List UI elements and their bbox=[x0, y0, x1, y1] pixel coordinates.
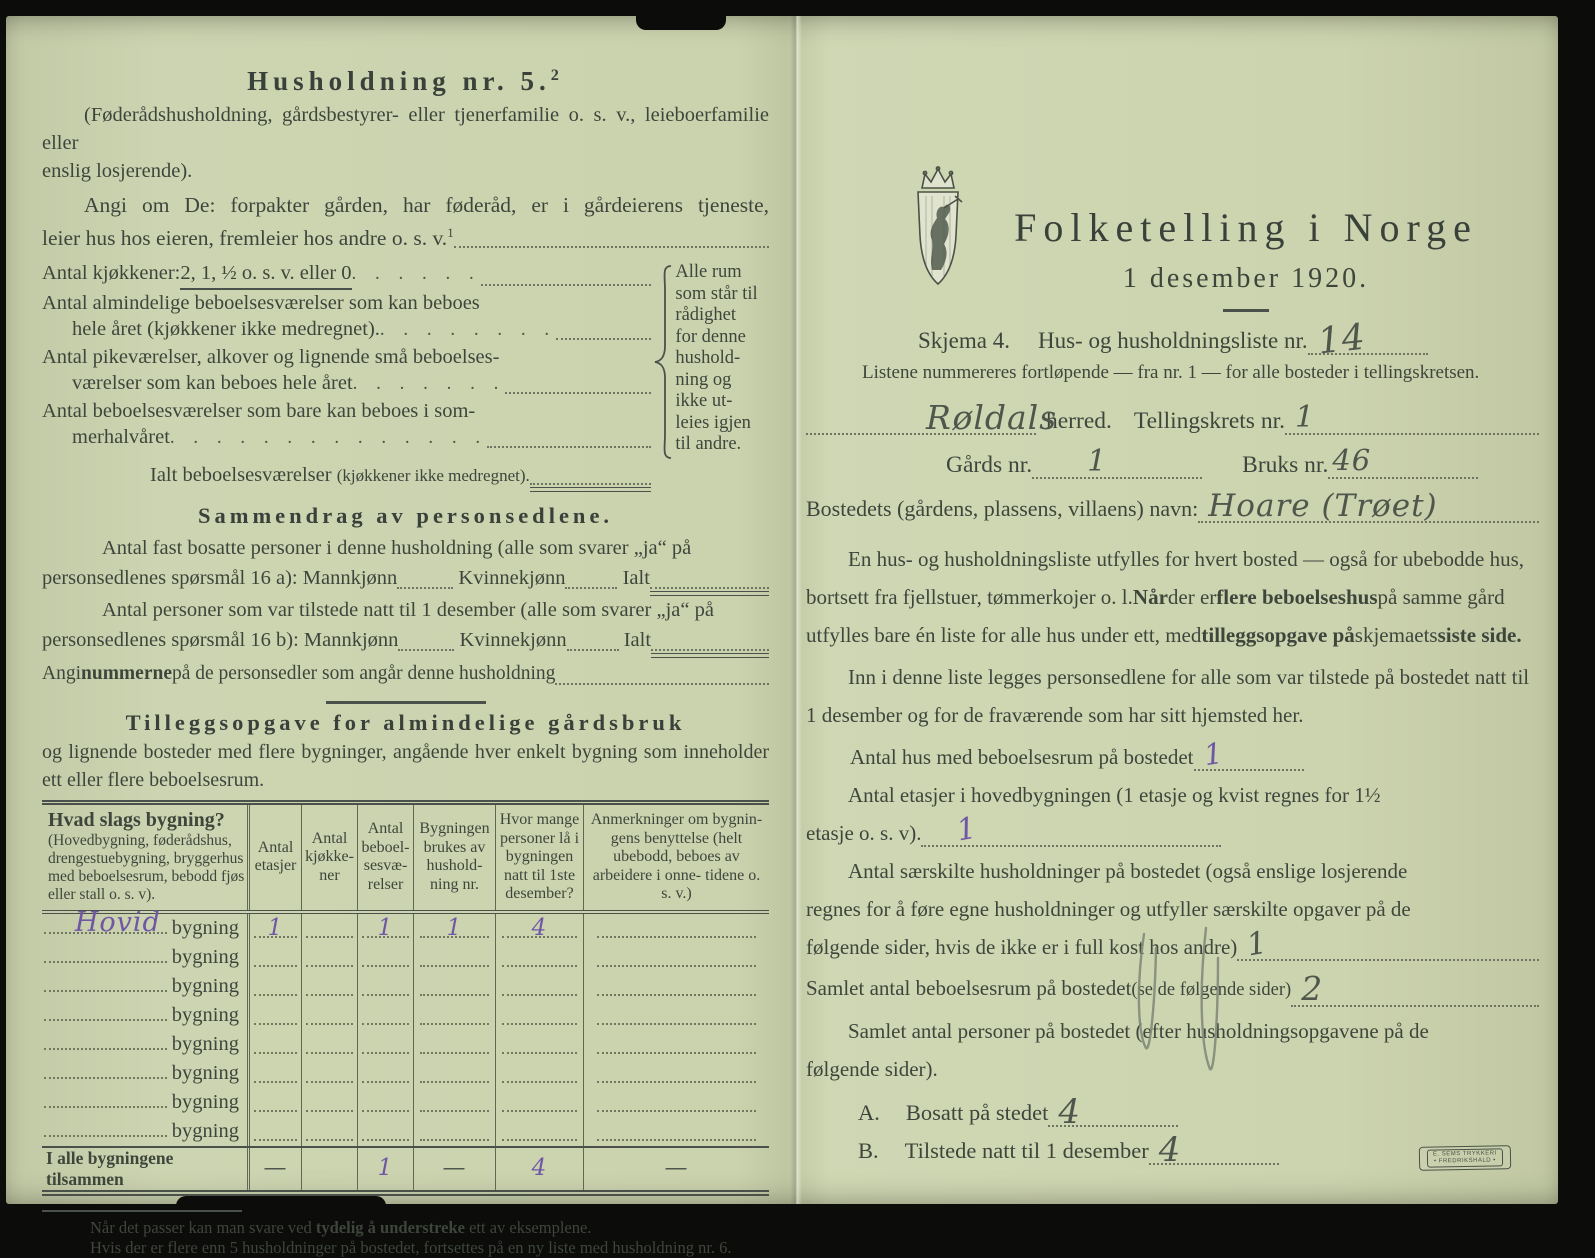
gaards-slot bbox=[1032, 444, 1202, 479]
blank-line bbox=[454, 244, 769, 248]
right-page bbox=[806, 156, 1539, 1170]
side-note-line: leies igjen bbox=[675, 412, 751, 433]
right-header bbox=[806, 156, 1539, 306]
summary-section-title: Sammendrag av personsedlene. bbox=[197, 503, 614, 529]
footnote-rule bbox=[42, 1210, 242, 1212]
cell-value: 4 bbox=[531, 915, 548, 942]
total-value: 4 bbox=[531, 1155, 548, 1182]
side-note-line: som står til bbox=[675, 283, 758, 304]
handwritten-building-name: Hovid bbox=[74, 907, 161, 939]
q4-label: merhalvåret bbox=[72, 426, 170, 449]
table-row: bygning bbox=[42, 972, 769, 1001]
item-a-label: A. bbox=[858, 1100, 880, 1125]
handwritten-bruks-nr: 46 bbox=[1332, 443, 1372, 477]
question-total-rooms bbox=[42, 462, 651, 490]
floors-slot bbox=[921, 810, 1221, 849]
p1-line1: En hus- og husholdningsliste utfylles for hvert bosted — også for ubebodde hus, bbox=[848, 547, 1524, 571]
blank-line bbox=[481, 282, 652, 286]
blank-line bbox=[505, 390, 651, 394]
houses-count-line bbox=[806, 735, 1539, 776]
handwritten-list-number: 14 bbox=[1315, 316, 1368, 363]
blank-line-double-rule bbox=[530, 481, 652, 485]
table-total-row: I alle bygningene tilsammen — 1 — 4 — bbox=[42, 1146, 769, 1190]
label-ialt: Ialt bbox=[623, 629, 652, 652]
herred-line bbox=[806, 398, 1539, 440]
title-divider bbox=[1223, 309, 1269, 312]
q2-label: hele året (kjøkkener ikke medregnet). bbox=[72, 318, 380, 341]
total-value: — bbox=[664, 1155, 689, 1182]
col-remarks: Anmerkninger om bygnin- gens benyttelse (helt ubebodd, beboes av arbeidere i onne- tidene o. s. v.) bbox=[590, 811, 763, 903]
dot-leader: . . . . . . bbox=[351, 263, 481, 285]
total-value: — bbox=[442, 1155, 467, 1182]
blank-line-double-rule bbox=[650, 585, 769, 589]
herred-label: herred. bbox=[1046, 408, 1112, 434]
blank-line bbox=[556, 336, 651, 340]
total-value: 1 bbox=[377, 1155, 394, 1182]
intro-line-1: Angi om De: forpakter gården, har føderåd, er i gårdeierens tjeneste, bbox=[84, 193, 769, 217]
scan-edge-notch bbox=[636, 16, 726, 30]
table-row: bygning bbox=[42, 1030, 769, 1059]
supplement-section-title: Tilleggsopgave for almindelige gårdsbruk bbox=[125, 709, 686, 735]
q1-underlined: 2, 1, ½ o. s. v. eller 0 bbox=[180, 260, 351, 290]
schema-line bbox=[806, 316, 1539, 363]
side-note-line: hushold- bbox=[675, 348, 741, 369]
page-title bbox=[42, 66, 769, 97]
census-date: 1 desember 1920. bbox=[1122, 263, 1370, 294]
label-mannkjonn: personsedlenes spørsmål 16 b): Mannkjønn bbox=[42, 629, 399, 652]
blank-line bbox=[397, 585, 453, 589]
side-note-line: ikke ut- bbox=[675, 391, 733, 412]
q1-label: Antal kjøkkener: bbox=[42, 262, 181, 285]
p2-line2: 1 desember og for de fraværende som har sitt hjemsted her. bbox=[806, 703, 1304, 727]
tilstede-slot bbox=[1149, 1130, 1279, 1170]
bruks-label: Bruks nr. bbox=[1242, 452, 1329, 478]
item-b-label: B. bbox=[858, 1138, 879, 1163]
krets-slot bbox=[1285, 400, 1539, 435]
rooms-total-line bbox=[806, 966, 1539, 1012]
households-label-3: følgende sider, hvis de ikke er i full kost hos andre) bbox=[806, 935, 1238, 959]
footnote-marker-1: 1 bbox=[447, 226, 454, 240]
handwritten-tilstede: 4 bbox=[1158, 1130, 1182, 1170]
krets-label: Tellingskrets nr. bbox=[1133, 408, 1285, 434]
handwritten-herred: Røldals bbox=[926, 398, 1058, 437]
blank-line bbox=[487, 444, 651, 448]
gaard-bruk-line bbox=[806, 443, 1539, 484]
cell-value: 1 bbox=[377, 915, 394, 942]
handwritten-floors: 1 bbox=[954, 810, 981, 849]
p1-line3: utfylles bare én liste for alle hus under ett, med tilleggsopgave på skjemaets siste side. bbox=[806, 623, 1522, 647]
question-maidrooms-l1: Antal pikeværelser, alkover og lignende små beboelses- bbox=[42, 345, 500, 368]
blank-line bbox=[567, 647, 619, 651]
table-row: bygning bbox=[42, 1117, 769, 1146]
side-note-line: ning og bbox=[675, 369, 732, 390]
blank-line bbox=[565, 585, 617, 589]
col-persons: Hvor mange personer lå i bygningen natt til 1ste desember? bbox=[496, 805, 584, 911]
blank-line-double-rule bbox=[651, 647, 769, 651]
question-maidrooms-l2 bbox=[42, 370, 651, 398]
section-divider bbox=[326, 701, 486, 704]
herred-slot bbox=[806, 398, 1058, 437]
rooms-questions bbox=[42, 260, 651, 489]
cell-value: 1 bbox=[267, 915, 284, 942]
persons-line1: Samlet antal personer på bostedet (efter husholdningsopgavene på de bbox=[848, 1019, 1429, 1043]
subtitle-line-2: enslig losjerende). bbox=[42, 160, 193, 182]
intro-text: leier hus hos eieren, fremleier hos andre o. s. v.$^1$ bbox=[42, 226, 454, 251]
label-ialt: Ialt bbox=[622, 567, 650, 590]
table-row: bygning bbox=[42, 1001, 769, 1030]
table-header-row bbox=[42, 805, 769, 915]
footnote-1: Når det passer kan man svare ved tydelig å understreke ett av eksemplene. bbox=[90, 1218, 592, 1238]
label-kvinnekjonn: Kvinnekjønn bbox=[459, 629, 567, 652]
total-value: — bbox=[263, 1155, 288, 1182]
q3-label: værelser som kan beboes hele året bbox=[72, 372, 353, 395]
bosted-label: Bostedets (gårdens, plassens, villaens) navn: bbox=[806, 496, 1199, 521]
handwritten-rooms-total: 2 bbox=[1301, 969, 1324, 1008]
floors-label-2: etasje o. s. v). bbox=[806, 821, 922, 845]
households-slot bbox=[1237, 924, 1539, 964]
col-floors: Antal etasjer bbox=[250, 805, 302, 911]
bruks-slot bbox=[1328, 443, 1478, 479]
instruction-paragraph-2 bbox=[806, 658, 1539, 734]
handwritten-bosted-navn: Hoare (Trøet) bbox=[1208, 488, 1438, 524]
rooms-question-block bbox=[42, 260, 769, 489]
table-row: bygning bbox=[42, 943, 769, 972]
bosatt-slot bbox=[1048, 1092, 1178, 1132]
gaards-label: Gårds nr. bbox=[946, 452, 1033, 478]
table-row: bygning bbox=[42, 1088, 769, 1117]
handwritten-krets-nr: 1 bbox=[1294, 400, 1316, 435]
households-line1: Antal særskilte husholdninger på bostedet (også enslige losjerende bbox=[848, 859, 1408, 883]
col-rooms: Antal beboel- sesvæ- relser bbox=[358, 805, 414, 911]
printer-stamp bbox=[1419, 1145, 1511, 1171]
page-fold-crease bbox=[790, 16, 802, 1204]
footnote-2: Hvis der er flere enn 5 husholdninger på bostedet, fortsettes på en ny liste med husholdning nr. 6. bbox=[90, 1238, 732, 1258]
subtitle-line-1: (Føderådshusholdning, gårdsbestyrer- eller tjenerfamilie o. s. v., leieboerfamilie eller bbox=[42, 104, 769, 154]
curly-brace bbox=[653, 264, 675, 460]
cell-value: 1 bbox=[446, 915, 463, 942]
col-used-by: Bygningen brukes av hushold- ning nr. bbox=[414, 805, 496, 911]
census-title: Folketelling i Norge bbox=[1014, 205, 1478, 250]
side-note-line: Alle rum bbox=[675, 262, 742, 283]
table-row: bygning bbox=[42, 1059, 769, 1088]
blank-line bbox=[398, 647, 454, 651]
label-mannkjonn: personsedlenes spørsmål 16 a): Mannkjønn bbox=[42, 567, 398, 590]
bosted-line bbox=[806, 490, 1539, 528]
p1-line2: bortsett fra fjellstuer, tømmerkojer o. l. Når der er flere beboelseshus på samme gård bbox=[806, 585, 1505, 609]
question-rooms-l1: Antal almindelige beboelsesværelser som kan beboes bbox=[42, 291, 480, 314]
floors-line1: Antal etasjer i hovedbygningen (1 etasje og kvist regnes for 1½ bbox=[848, 783, 1381, 807]
stamp-line-2: • FREDRIKSHALD • bbox=[1434, 1157, 1497, 1165]
person-numbers-line: Angi nummerne på de personsedler som angår denne husholdning bbox=[42, 659, 769, 689]
bold-nummerne: nummerne bbox=[81, 663, 172, 685]
numbering-note: Listene nummereres fortløpende — fra nr. 1 — for alle bosteder i tellingskretsen. bbox=[862, 362, 1480, 383]
dot-leader: . . . . . . . bbox=[352, 373, 506, 395]
intro-line-2 bbox=[42, 219, 769, 252]
persons-line2: følgende sider). bbox=[806, 1057, 938, 1081]
col-kitchens: Antal kjøkke- ner bbox=[302, 805, 358, 911]
side-note-line: for denne bbox=[675, 326, 746, 347]
side-note-line: rådighet bbox=[675, 305, 737, 326]
question-kitchens bbox=[42, 260, 651, 290]
bosted-slot bbox=[1198, 488, 1539, 524]
list-number-slot bbox=[1308, 316, 1428, 363]
handwritten-households: 1 bbox=[1244, 924, 1272, 964]
bold-understreke: tydelig å understreke bbox=[315, 1218, 465, 1238]
rooms-total-small: (se de følgende sider) bbox=[1131, 980, 1292, 1000]
summary-b-line2 bbox=[42, 625, 769, 655]
bosatt-line bbox=[806, 1094, 1539, 1132]
houses-label: Antal hus med beboelsesrum på bostedet bbox=[850, 745, 1194, 769]
col-building-type: Hvad slags bygning? (Hovedbygning, føderådshus, drengestuebygning, bryggerhus med beboelsesrum, bebodd fjøs eller stall o. s. v). bbox=[42, 805, 250, 911]
table-row: Hovid bygning 1 1 1 4 bbox=[42, 914, 769, 943]
stamp-line-1: E. SEMS TRYKKERI bbox=[1433, 1150, 1497, 1158]
side-note bbox=[675, 260, 769, 489]
houses-slot bbox=[1194, 735, 1304, 773]
label-kvinnekjonn: Kvinnekjønn bbox=[458, 567, 566, 590]
scanned-census-form bbox=[6, 16, 1558, 1258]
list-number-label: Hus- og husholdningsliste nr. bbox=[1038, 328, 1308, 353]
question-rooms-l2 bbox=[42, 316, 651, 344]
question-summer-l2 bbox=[42, 424, 651, 452]
rooms-total-label: Samlet antal beboelsesrum på bostedet bbox=[806, 976, 1132, 1000]
p2-line1: Inn i denne liste legges personsedlene for alle som var tilstede på bostedet natt til bbox=[848, 665, 1530, 689]
households-line3 bbox=[806, 924, 1539, 966]
dot-leader: . . . . . . . . bbox=[379, 319, 557, 341]
side-note-line: til andre. bbox=[675, 434, 742, 455]
rooms-total-slot bbox=[1291, 969, 1539, 1008]
building-table bbox=[42, 800, 769, 1197]
summary-b-line1: Antal personer som var tilstede natt til 1 desember (alle som svarer „ja“ på bbox=[102, 599, 714, 622]
summary-a-line1: Antal fast bosatte personer i denne husholdning (alle som svarer „ja“ på bbox=[102, 537, 692, 560]
handwritten-houses: 1 bbox=[1201, 735, 1226, 773]
instruction-paragraph-1 bbox=[806, 540, 1539, 654]
summary-a-line2 bbox=[42, 563, 769, 593]
handwritten-gaards-nr: 1 bbox=[1087, 444, 1108, 479]
norway-coat-of-arms-icon bbox=[906, 166, 970, 298]
tilstede-label: Tilstede natt til 1 desember bbox=[904, 1138, 1149, 1163]
schema-label: Skjema 4. bbox=[918, 328, 1010, 353]
question-summer-l1: Antal beboelsesværelser som bare kan beboes i som- bbox=[42, 399, 476, 422]
households-line2: regnes for å føre egne husholdninger og utfyller særskilte opgaver på de bbox=[806, 897, 1411, 921]
blank-line bbox=[555, 681, 769, 685]
floors-line2 bbox=[806, 810, 1539, 852]
title-block bbox=[981, 156, 1511, 312]
bosatt-label: Bosatt på stedet bbox=[905, 1100, 1049, 1125]
dot-leader: . . . . . . . . . . . . . . bbox=[169, 427, 488, 449]
household-heading: Husholdning nr. 5. bbox=[247, 66, 551, 96]
left-page bbox=[42, 56, 769, 1258]
supplement-sub-line2: ett eller flere beboelsesrum. bbox=[42, 768, 265, 791]
q5-small: (kjøkkener ikke medregnet). bbox=[336, 465, 530, 485]
q5-label: Ialt beboelsesværelser bbox=[150, 463, 332, 486]
supplement-sub-line1: og lignende bosteder med flere bygninger, angående hver enkelt bygning som inneholder bbox=[42, 740, 769, 763]
handwritten-bosatt: 4 bbox=[1058, 1092, 1081, 1132]
footnote-marker-2: 2 bbox=[550, 66, 564, 84]
